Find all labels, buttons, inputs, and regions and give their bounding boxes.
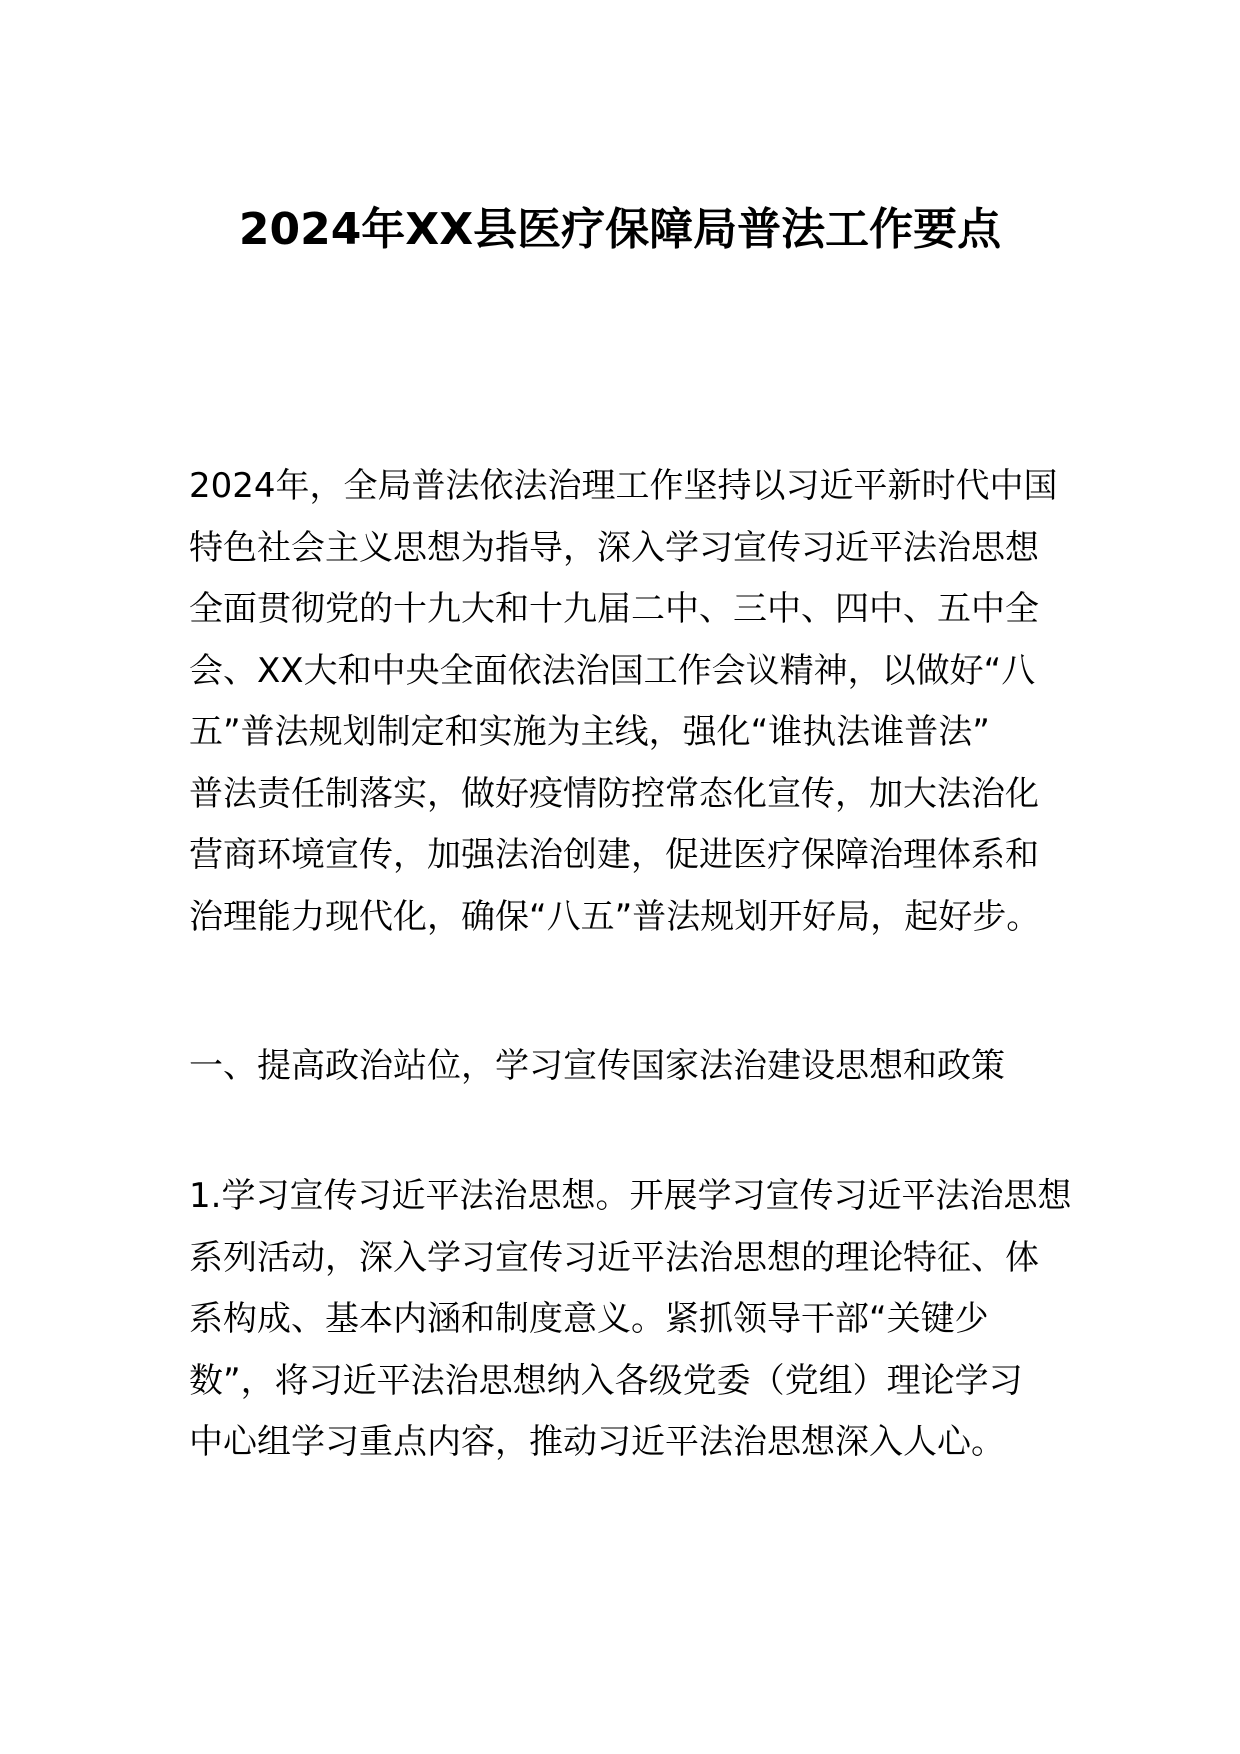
section-1-heading: [189, 1036, 1069, 1098]
item-1-paragraph: [189, 1166, 1072, 1474]
intro-line: 特色社会主义思想为指导，深入学习宣传习近平法治思想: [189, 527, 1039, 568]
intro-line: 五”普法规划制定和实施为主线，强化“谁执法谁普法”: [189, 712, 990, 752]
item-line: 数”，将习近平法治思想纳入各级党委（党组）理论学习: [189, 1360, 1023, 1401]
intro-line: 治理能力现代化，确保“八五”普法规划开好局，起好步。: [189, 896, 1041, 937]
intro-line: 会、XX大和中央全面依法治国工作会议精神，以做好“八: [189, 650, 1036, 691]
item-line: 系构成、基本内涵和制度意义。紧抓领导干部“关键少: [189, 1299, 989, 1339]
item-line: 系列活动，深入学习宣传习近平法治思想的理论特征、体: [189, 1237, 1039, 1278]
item-line: 1.学习宣传习近平法治思想。开展学习宣传习近平法治思想: [189, 1176, 1072, 1216]
intro-line: 2024年，全局普法依法治理工作坚持以习近平新时代中国: [189, 466, 1058, 506]
intro-line: 营商环境宣传，加强法治创建，促进医疗保障治理体系和: [189, 835, 1039, 875]
intro-line: 普法责任制落实，做好疫情防控常态化宣传，加大法治化: [189, 773, 1039, 814]
document-title: 2024年XX县医疗保障局普法工作要点: [238, 204, 1002, 255]
item-line: 中心组学习重点内容，推动习近平法治思想深入人心。: [189, 1422, 1005, 1462]
intro-paragraph: [189, 456, 1069, 948]
section-heading-text: 一、提高政治站位，学习宣传国家法治建设思想和政策: [189, 1046, 1005, 1086]
intro-line: 全面贯彻党的十九大和十九届二中、三中、四中、五中全: [189, 589, 1039, 629]
